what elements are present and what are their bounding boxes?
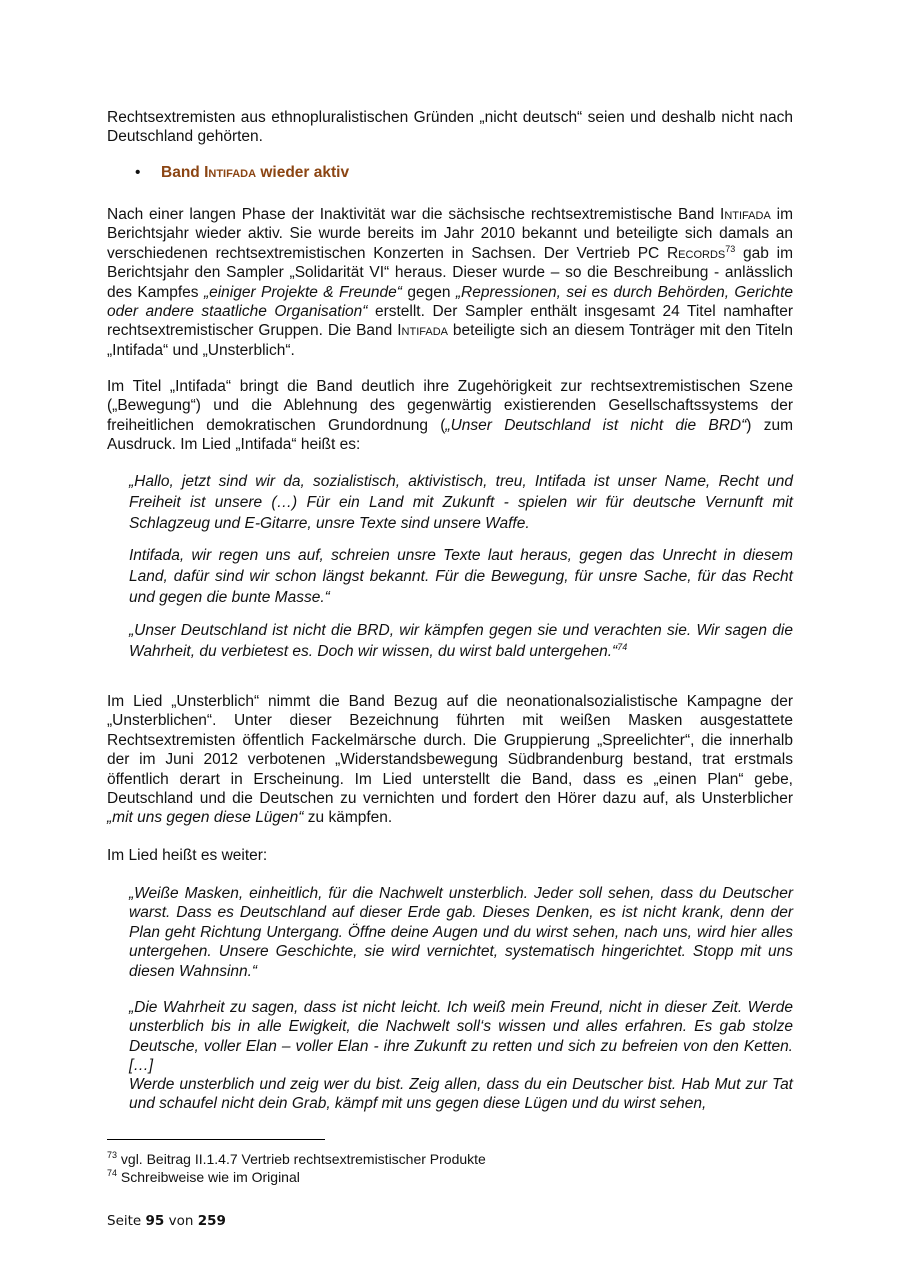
paragraph-band-intro: Nach einer langen Phase der Inaktivität war die sächsische rechtsextremistische Band Intifada im Berichtsjahr wieder aktiv. Sie wurde bereits im Jahr 2010 bekannt und beteiligte sich damals an verschiedenen rechtsextremistischen Konzerten in Sachsen. Der Vertrieb PC Records$^{73}$ gab im Berichtsjahr den Sampler „Solidarität VI“ heraus. Dieser wurde – so die Beschreibung - anlässlich des Kampfes „einiger Projekte & Freunde“ gegen „Repressionen, sei es durch Behörden, Gerichte oder andere staatliche Organisation“ erstellt. Der Sampler enthält insgesamt 24 Titel namhafter rechtsextremistischer Gruppen. Die Band Intifada beteiligte sich an diesem Tonträger mit den Titeln „Intifada“ und „Unsterblich“.	[107, 206, 793, 359]
footnote-73: $^{73}$ vgl. Beitrag II.1.4.7 Vertrieb rechtsextremistischer Produkte	[107, 1150, 486, 1167]
footnote-divider	[107, 1139, 325, 1140]
paragraph-lied-weiter: Im Lied heißt es weiter:	[107, 847, 268, 864]
bullet-icon: •	[135, 164, 141, 181]
paragraph-unsterblich: Im Lied „Unsterblich“ nimmt die Band Bezug auf die neonationalsozialistische Kampagne der „Unsterblichen“. Unter dieser Bezeichnung führten mit weißen Masken ausgestattete Rechtsextremisten öffentlich Fackelmärsche durch. Die Gruppierung „Spreelichter“, die innerhalb der im Juni 2012 verbotenen „Widerstandsbewegung Südbrandenburg bestand, trat erstmals öffentlich derart in Erscheinung. Im Lied unterstellt die Band, dass es „einen Plan“ gebe, Deutschland und die Deutschen zu vernichten und fordert den Hörer dazu auf, als Unsterblicher „mit uns gegen diese Lügen“ zu kämpfen.	[107, 693, 793, 827]
intro-paragraph: Rechtsextremisten aus ethnopluralistischen Gründen „nicht deutsch“ seien und deshalb nicht nach Deutschland gehörten.	[107, 109, 793, 146]
footnote-74: $^{74}$ Schreibweise wie im Original	[107, 1168, 300, 1185]
quote-block-1: „Hallo, jetzt sind wir da, sozialistisch, aktivistisch, treu, Intifada ist unser Name, Recht und Freiheit ist unsere (…) Für ein Land mit Zukunft - spielen wir für deutsche Vernunft mit Schlagzeug und E-Gitarre, unsre Texte sind unsere Waffe.	[129, 473, 793, 532]
section-heading: • Band Intifada wieder aktiv	[135, 164, 350, 181]
footnote-ref-74[interactable]: 74	[617, 642, 628, 652]
quote-block-4: „Weiße Masken, einheitlich, für die Nachwelt unsterblich. Jeder soll sehen, dass du Deutscher warst. Dass es Deutschland auf dieser Erde gab. Dieses Denken, es ist nicht krank, denn der Plan geht Richtung Untergang. Öffne deine Augen und du wirst sehen, nach uns, wird hier alles untergehen. Unsere Geschichte, sie wird vernichtet, systematisch hingerichtet. Stopp mit uns diesen Wahnsinn.“	[129, 885, 793, 980]
quote-block-3: „Unser Deutschland ist nicht die BRD, wir kämpfen gegen sie und verachten sie. Wir sagen die Wahrheit, du verbietest es. Doch wir wissen, du wirst bald untergehen.“$^{74}$	[129, 622, 793, 660]
paragraph-intifada-title: Im Titel „Intifada“ bringt die Band deutlich ihre Zugehörigkeit zur rechtsextremistischen Szene („Bewegung“) und die Ablehnung des gegenwärtig existierenden Gesellschaftssystems der freiheitlichen demokratischen Grundordnung („Unser Deutschland ist nicht die BRD“) zum Ausdruck. Im Lied „Intifada“ heißt es:	[107, 378, 794, 454]
quote-block-6: Werde unsterblich und zeig wer du bist. Zeig allen, dass du ein Deutscher bist. Hab Mut zur Tat und schaufel nicht dein Grab, kämpf mit uns gegen diese Lügen und du wirst sehen,	[129, 1076, 793, 1113]
quote-block-5: „Die Wahrheit zu sagen, dass ist nicht leicht. Ich weiß mein Freund, nicht in dieser Zeit. Werde unsterblich bis in alle Ewigkeit, die Nachwelt soll‘s wissen und alles erfahren. Es gab stolze Deutsche, voller Elan – voller Elan - ihre Zukunft zu retten und sich zu befreien von den Ketten. […]	[129, 999, 793, 1075]
footnote-ref-73[interactable]: 73	[725, 243, 736, 254]
page-number-footer: Seite 95 von 259	[107, 1213, 226, 1229]
quote-block-2: Intifada, wir regen uns auf, schreien unsre Texte laut heraus, gegen das Unrecht in diesem Land, dafür sind wir schon längst bekannt. Für die Bewegung, für unsre Sache, für das Recht und gegen die bunte Masse.“	[129, 547, 793, 606]
